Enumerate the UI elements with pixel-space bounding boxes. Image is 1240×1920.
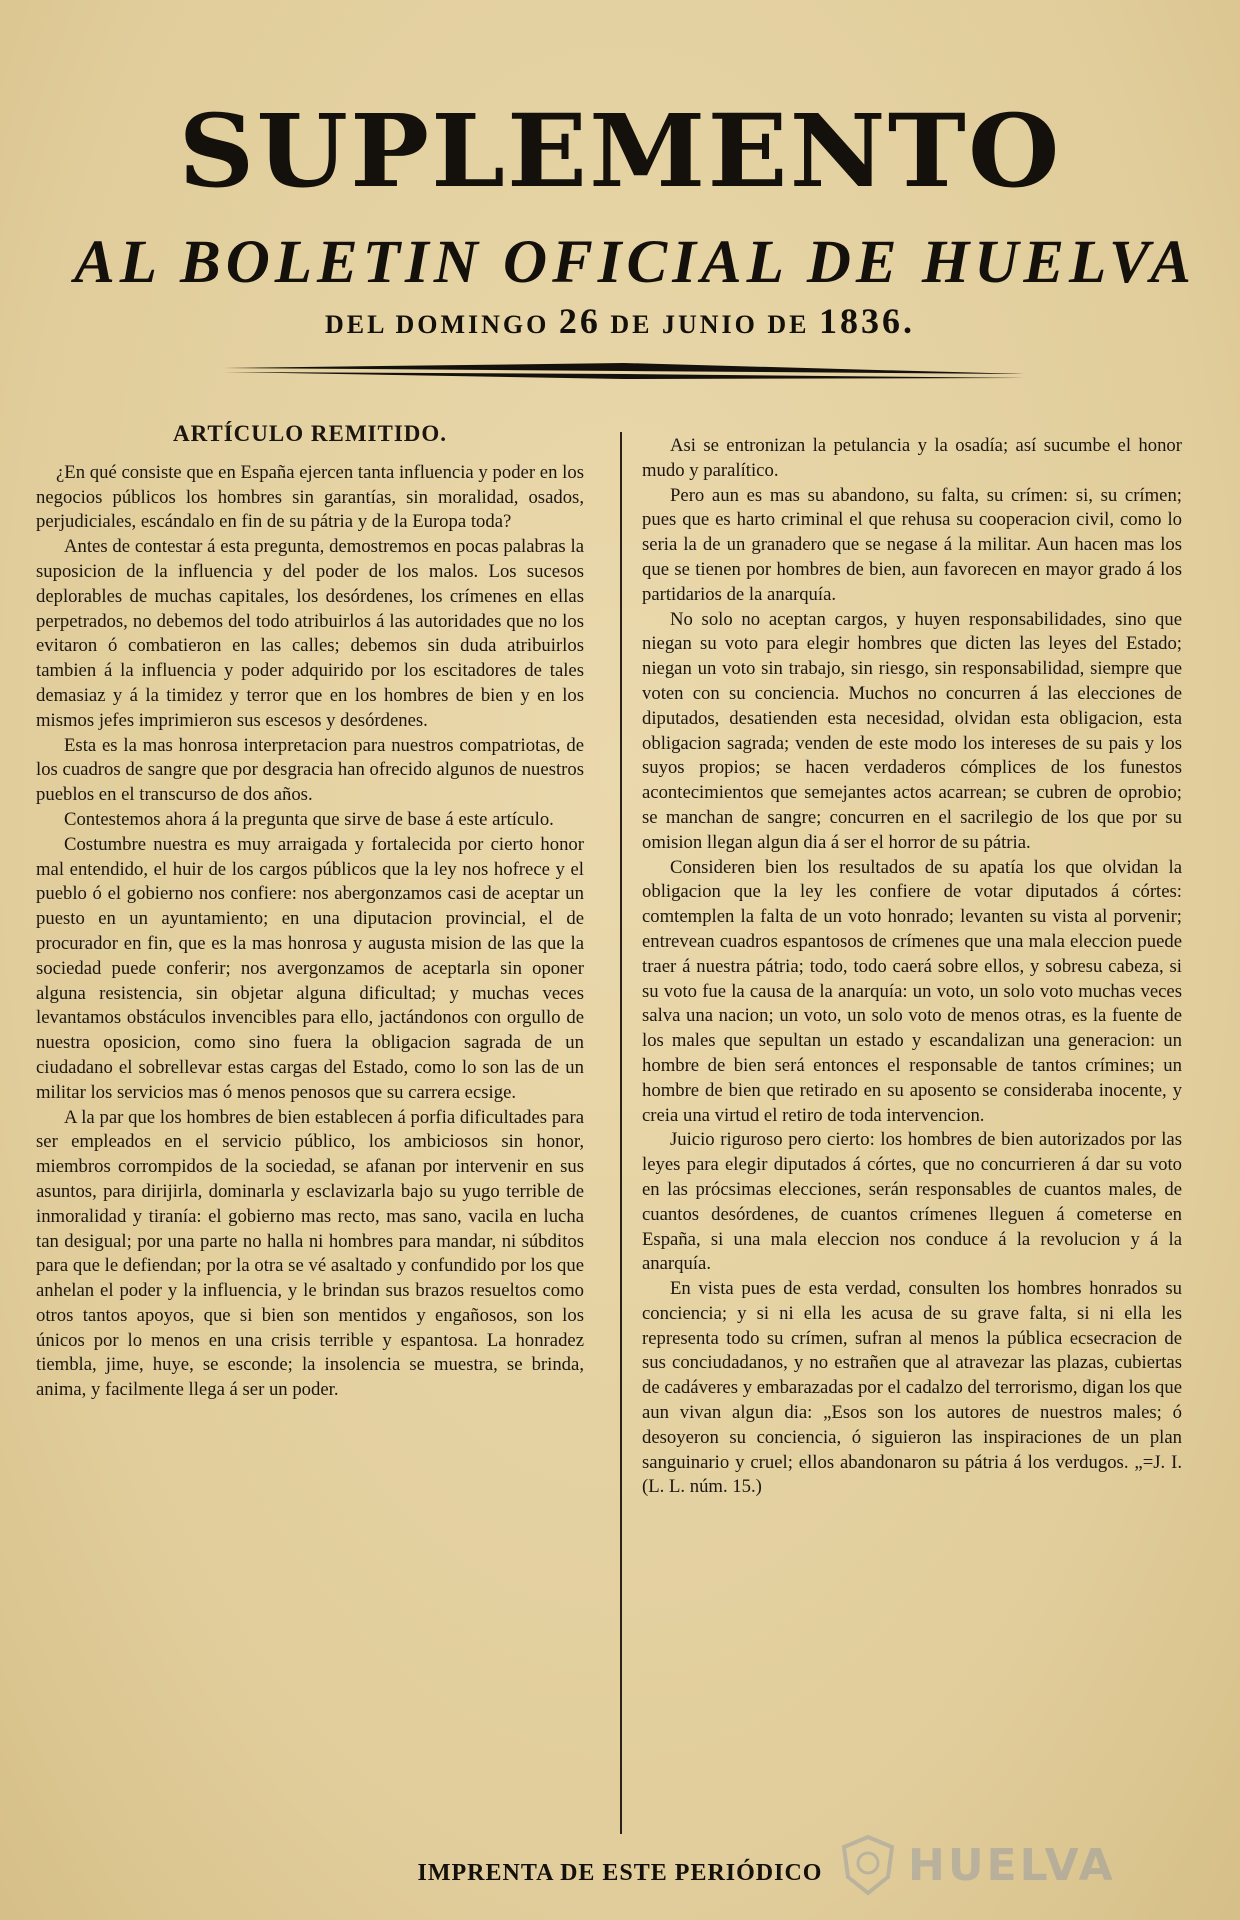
article-paragraph: A la par que los hombres de bien establecen á porfia dificultades para ser empleados en el servicio público, los ambiciosos sin honor, miembros corrompidos de la sociedad, se afanan por intervenir en sus asuntos, para dirijirla, dominarla y esclavizarla bajo su yugo terrible de inmoralidad y tiranía: el gobierno mas recto, mas sano, vacila en lucha tan desigual; por una parte no halla ni hombres para mandar, ni súbditos para que le defiendan; por la otra se vé asaltado y confundido por los que anhelan el poder y la influencia, y le brindan sus brazos resueltos como otros tantos apoyos, que si bien son mentidos y engañosos, son los únicos por lo menos en una crisis terrible y espantosa. La honradez tiembla, jime, huye, se esconde; la insolencia se muestra, se brinda, anima, y facilmente llega á ser un poder.	[36, 1106, 584, 1401]
dateline-middle: DE JUNIO DE	[600, 310, 820, 339]
article-paragraph: Juicio riguroso pero cierto: los hombres de bien autorizados por las leyes para elegir diputados á córtes, que no concurrieren á dar su voto en las prócsimas elecciones, serán responsables de cuantos males, de cuantos desórdenes, de cuantos crímenes lleguen á cometerse en España, si una mala eleccion nos conduce á la revolucion y á la anarquía.	[642, 1129, 1182, 1275]
article-column-right	[642, 434, 1182, 1500]
masthead-title: SUPLEMENTO	[178, 92, 1062, 210]
article-paragraph: Asi se entronizan la petulancia y la osadía; así sucumbe el honor mudo y paralítico.	[642, 435, 1182, 481]
article-paragraph: Pero aun es mas su abandono, su falta, su crímen: si, su crímen; pues que es harto criminal el que rehusa su cooperacion civil, como lo seria la de un granadero que se negase á la militar. Aun hacen mas los que se tienen por hombres de bien, aun favorecen en mayor grado á los partidarios de la anarquía.	[642, 484, 1182, 605]
dateline-year: 1836.	[819, 301, 916, 341]
article-paragraph: Consideren bien los resultados de su apatía los que olvidan la obligacion que la ley les confiere de votar diputados á córtes: comtemplen la falta de un voto honrado; levanten su vista al porvenir; entrevean cuadros espantosos de crímenes que una mala eleccion puede traer á nuestra pátria; todo, todo caerá sobre ellos, y sobresu cabeza, si su voto fue la causa de la anarquía: un voto, un solo voto muchas veces salva una nacion; un voto, un solo voto de menos otras, es la fuente de los males que sepultan un estado y escandalizan una generacion: un hombre de bien será entonces el responsable de tantos crímines; un hombre de bien que retirado en su aposento se consideraba inocente, y creia una virtud el retiro de toda intervencion.	[642, 856, 1182, 1126]
column-divider	[620, 432, 622, 1834]
watermark-text: HUELVA	[908, 1839, 1116, 1891]
article-paragraph: Contestemos ahora á la pregunta que sirve de base á este artículo.	[64, 808, 554, 830]
article-paragraph: Antes de contestar á esta pregunta, demostremos en pocas palabras la suposicion de la influencia y del poder de los malos. Los sucesos deplorables de muchas capitales, los desórdenes, los crímenes en ellas perpetrados, no debemos del todo atribuirlos á las autoridades que no los evitaron ó combatieron en las calles; debemos sin duda atribuirlos tambien á la influencia y poder adquirido por los escitadores de tales demasiaz y á la timidez y terror que en los hombres de bien y en los mismos jefes imprimieron sus escesos y desórdenes.	[36, 536, 584, 731]
article-paragraph: Esta es la mas honrosa interpretacion para nuestros compatriotas, de los cuadros de sangre que por desgracia han ofrecido algunos de nuestros pueblos en el transcurso de dos años.	[36, 734, 584, 806]
dateline-day: 26	[558, 301, 601, 341]
article-paragraph: No solo no aceptan cargos, y huyen responsabilidades, sino que niegan su voto para elegir hombres que dicten las leyes del Estado; niegan un voto sin trabajo, sin riesgo, sin responsabilidad, siempre que voten con su conciencia. Muchos no concurren á las elecciones de diputados, desatienden esta necesidad, olvidan esta obligacion, esta obligacion sagrada; venden de este modo los intereses de su pais y los suyos propios; se hacen verdaderos cómplices de los funestos acontecimientos que semejantes actos acarrean; se cubren de oprobio; se manchan de sangre; concurren en el sacrilegio de los que por su omision llegan algun dia á ser el horror de su pátria.	[642, 608, 1182, 853]
printer-imprint: IMPRENTA DE ESTE PERIÓDICO	[417, 1860, 823, 1886]
article-paragraph: Costumbre nuestra es muy arraigada y fortalecida por cierto honor mal entendido, el huir de los cargos públicos que la ley nos hofrece y el pueblo ó el gobierno nos confiere: nos abergonzamos casi de aceptar un puesto en un ayuntamiento; en una diputacion provincial, el de procurador en fin, que es la mas honrosa y augusta mision de las que la sociedad puede conferir; nos avergonzamos de aceptarla sin oponer alguna resistencia, sin objetar alguna dificultad; y muchas veces levantamos obstáculos invencibles para ello, jactándonos con orgullo de nuestra oposicion, como sino fuera la obligacion sagrada de un ciudadano el sobrellevar estas cargas del Estado, como lo son las de un militar los servicios mas ó menos penosos que su carrera ecsige.	[36, 833, 584, 1103]
masthead-subtitle: AL BOLETIN OFICIAL DE HUELVA	[74, 229, 1196, 296]
masthead-rule	[224, 360, 1024, 384]
dateline-prefix: DEL DOMINGO	[324, 310, 559, 339]
article-heading: ARTÍCULO REMITIDO.	[172, 421, 448, 446]
article-paragraph: ¿En qué consiste que en España ejercen tanta influencia y poder en los negocios públicos los hombres sin garantías, sin moralidad, osados, perjudiciales, escándalo en fin de su pátria y de la Europa toda?	[36, 461, 584, 533]
article-paragraph: En vista pues de esta verdad, consulten los hombres honrados su conciencia; y si ni ella les acusa de su grave falta, si ni ella les representa todo su crímen, sufran al menos la pública ecsecracion de sus conciudadanos, y no estrañen que al atravezar las plazas, cubiertas de cadáveres y embarazadas por el cadalzo del terrorismo, digan los que aun vivan algun dia: „Esos son los autores de nuestros males; ó desoyeron su conciencia, ó siguieron las inspiraciones de un plan sanguinario y cruel; ellos abandonaron su pátria á los verdugos. „=J. I. (L. L. núm. 15.)	[642, 1278, 1182, 1498]
article-column-left	[36, 420, 584, 1403]
masthead-dateline	[0, 300, 1240, 342]
